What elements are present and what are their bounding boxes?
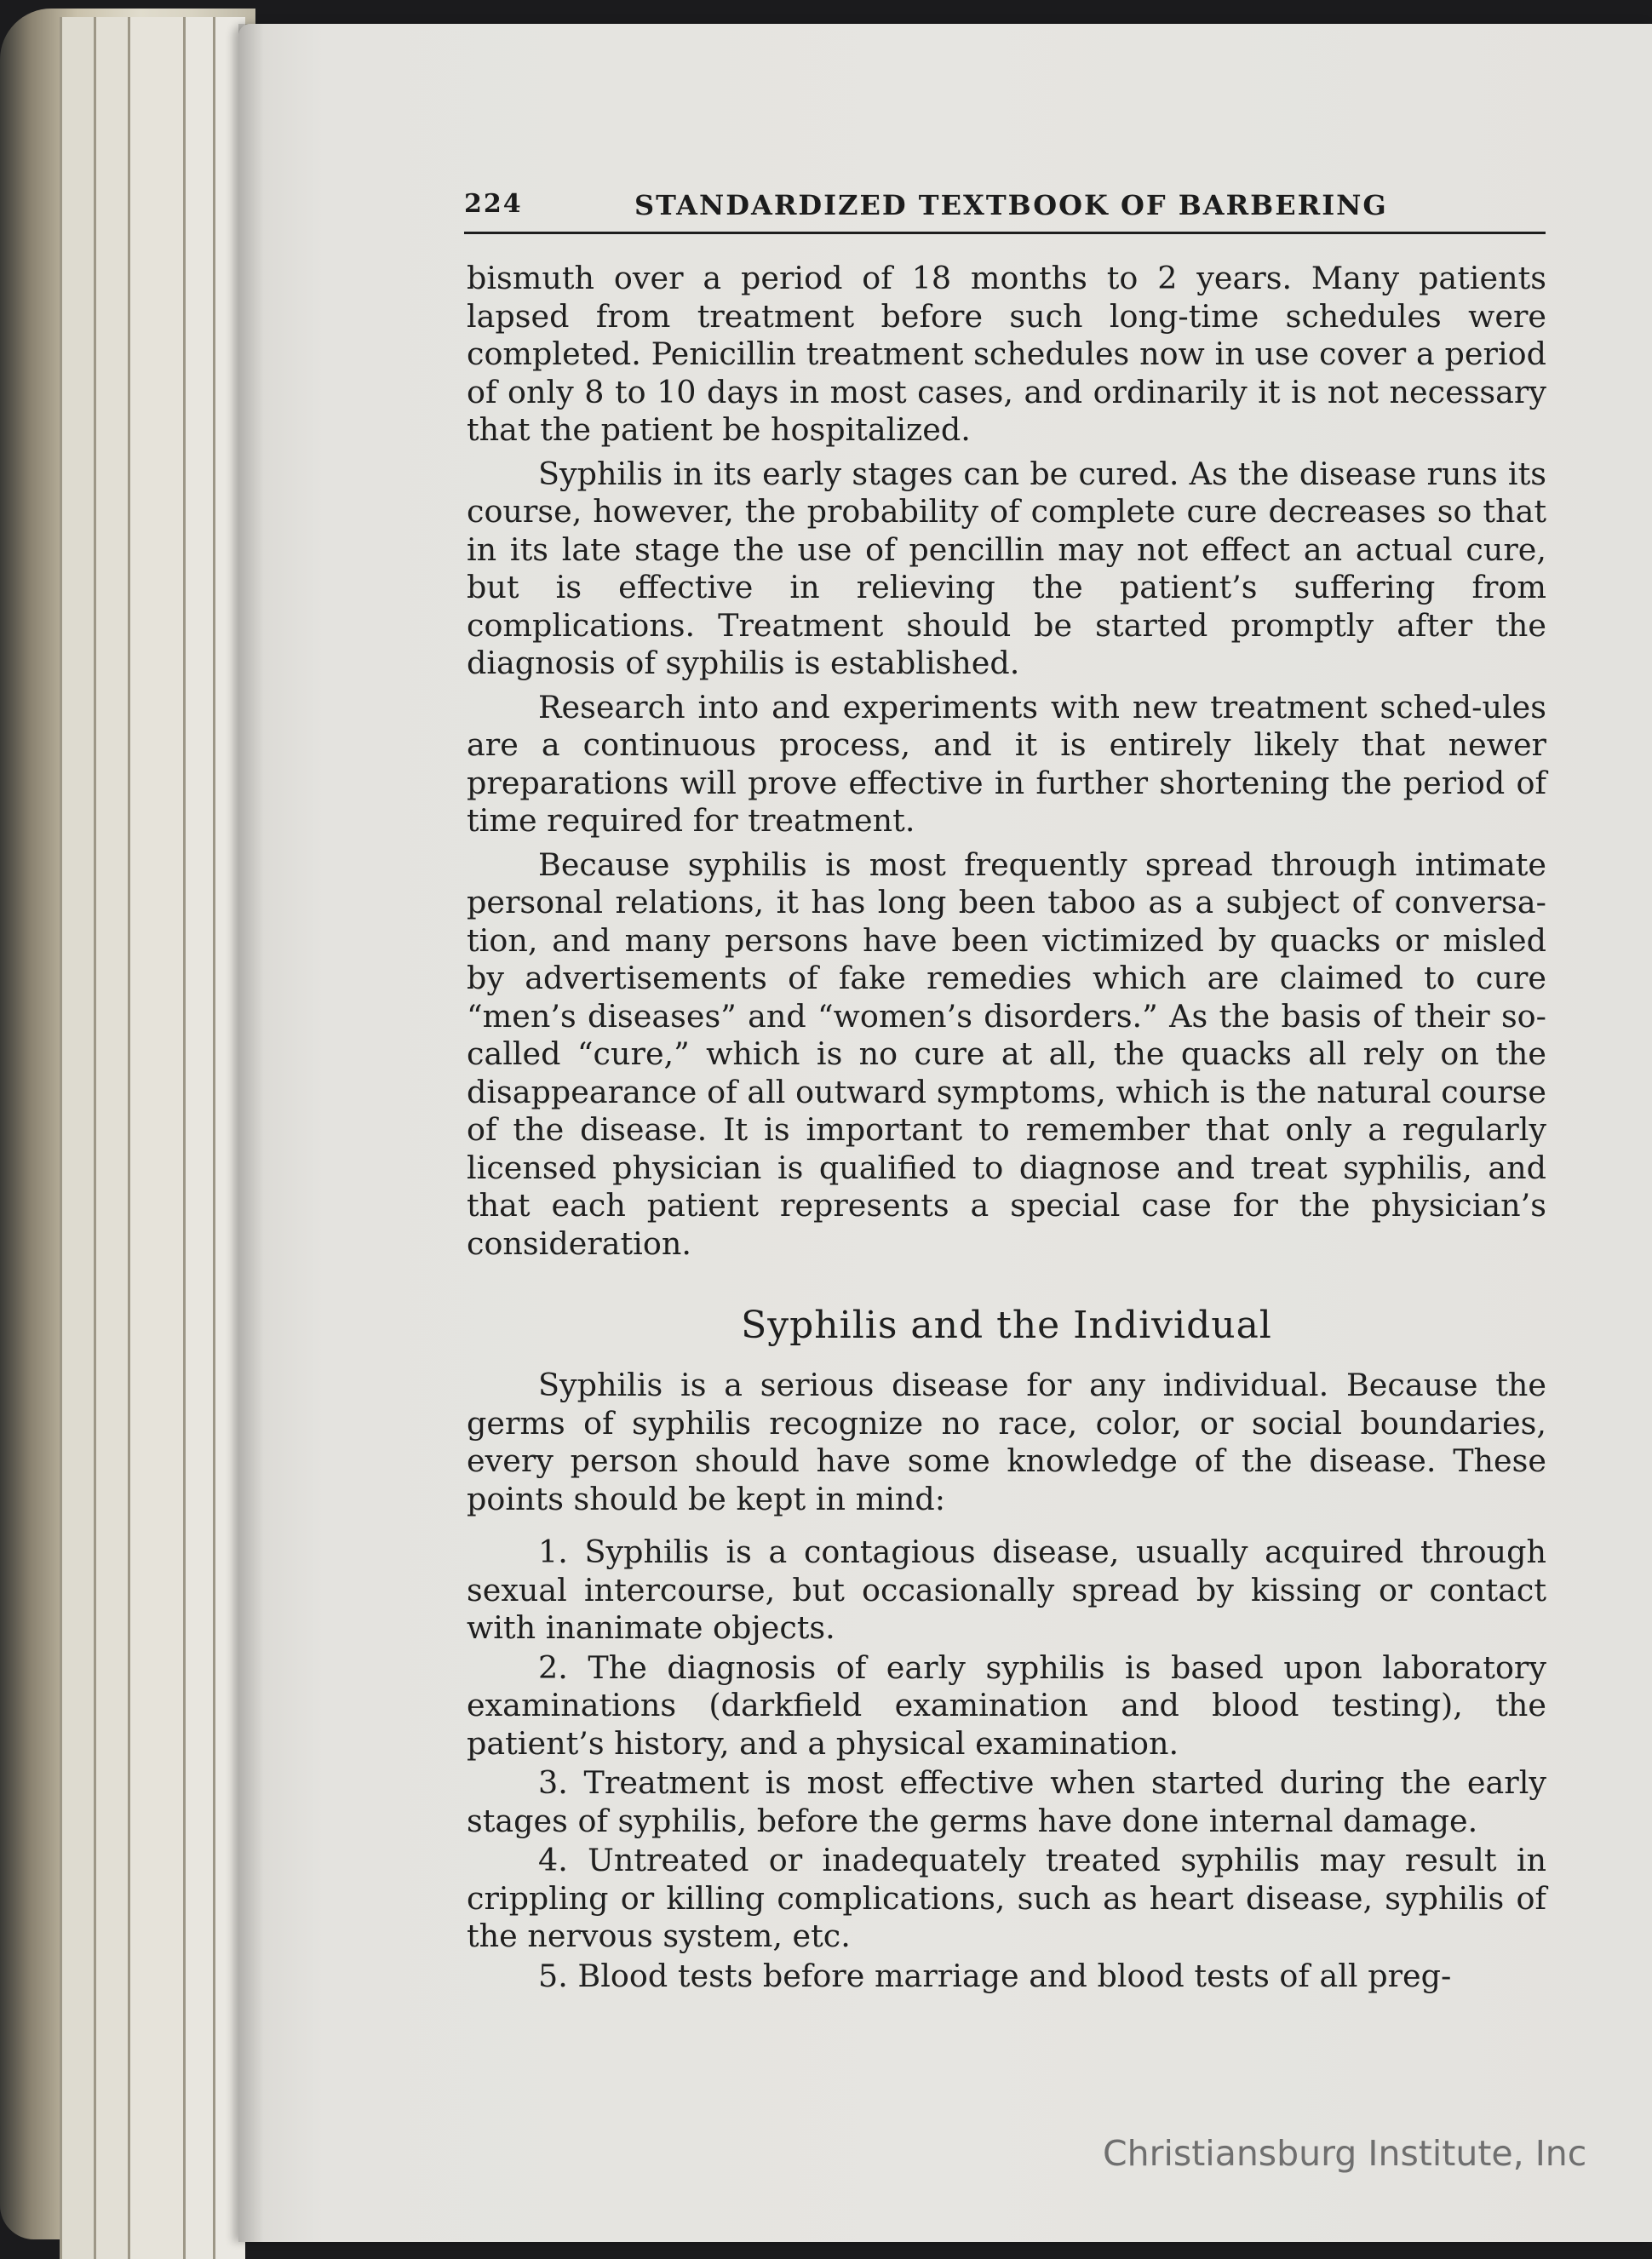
list-item: 2. The diagnosis of early syphilis is based upon laboratory examinations (darkfield examination and blood testing), the patient’s history, and a physical examination.: [467, 1648, 1546, 1762]
page-header: [464, 181, 1546, 234]
running-head: STANDARDIZED TEXTBOOK OF BARBERING: [634, 189, 1388, 221]
section-intro: Syphilis is a serious disease for any individual. Because the germs of syphilis recognize no race, color, or social boundaries, every person should have some knowledge of the disease. These points should be kept in mind:: [467, 1367, 1546, 1517]
list-item: 4. Untreated or inadequately treated syphilis may result in crippling or killing complications, such as heart disease, syphilis of the nervous system, etc.: [467, 1842, 1546, 1954]
paragraph: Syphilis in its early stages can be cured. As the disease runs its course, however, the probability of complete cure decreases so that in its late stage the use of pencillin may not effect an actual cure, but is effective in relieving the patient’s suffering from complications. Treatment should be started promptly after the diagnosis of syphilis is established.: [467, 455, 1546, 681]
paragraph: Research into and experiments with new treatment sched-ules are a continuous process, and it is entirely likely that newer preparations will prove effective in further shortening the period of time required for treatment.: [467, 688, 1546, 839]
list-item: 1. Syphilis is a contagious disease, usually acquired through sexual intercourse, but occasionally spread by kissing or contact with inanimate objects.: [467, 1534, 1546, 1646]
numbered-list: [467, 1534, 1546, 1995]
list-item: 5. Blood tests before marriage and blood tests of all preg-: [538, 1957, 1452, 1994]
paragraph: Because syphilis is most frequently spread through intimate personal relations, it has long been taboo as a subject of conversa-tion, and many persons have been victimized by quacks or misled by advertisements of fake remedies which are claimed to cure “men’s diseases” and “women’s disorders.” As the basis of their so-called “cure,” which is no cure at all, the quacks all rely on the disappearance of all outward symptoms, which is the natural course of the disease. It is important to remember that only a regularly licensed physician is qualified to diagnose and treat syphilis, and that each patient represents a special case for the physician’s consideration.: [467, 846, 1546, 1262]
page-number: 224: [464, 189, 523, 219]
paragraph: bismuth over a period of 18 months to 2 years. Many patients lapsed from treatment before such long-time schedules were completed. Penicillin treatment schedules now in use cover a period of only 8 to 10 days in most cases, and ordinarily it is not necessary that the patient be hospitalized.: [467, 260, 1546, 448]
section-title: Syphilis and the Individual: [741, 1304, 1272, 1347]
page-shadow: [238, 24, 264, 2242]
watermark: Christiansburg Institute, Inc: [1103, 2133, 1587, 2174]
page-body: [467, 260, 1546, 1997]
list-item: 3. Treatment is most effective when started during the early stages of syphilis, before the germs have done internal damage.: [467, 1764, 1546, 1839]
